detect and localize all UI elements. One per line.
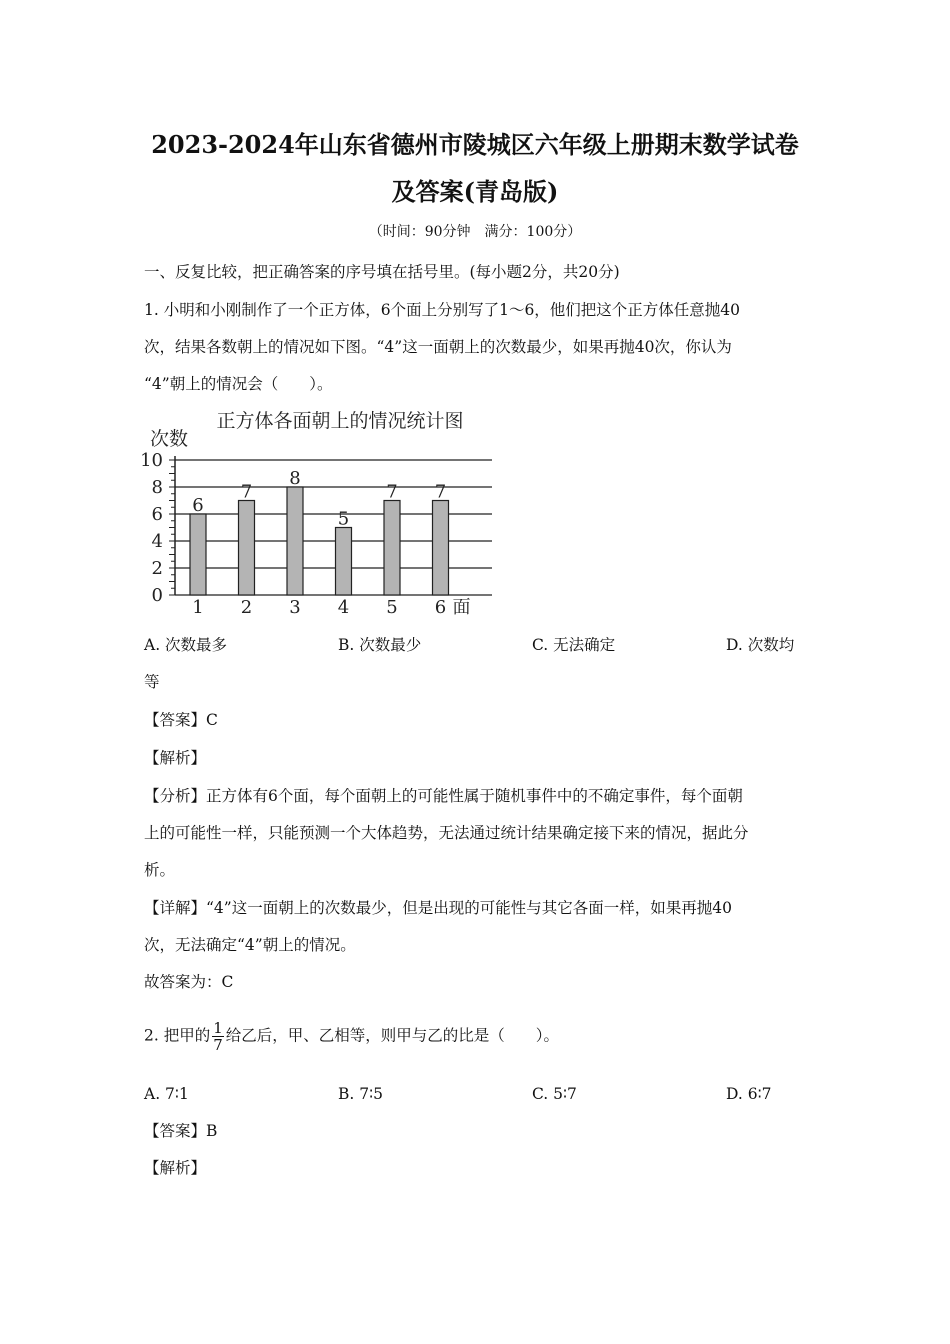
q1-text-line-1: 1. 小明和小刚制作了一个正方体，6个面上分别写了1～6，他们把这个正方体任意抛40 (144, 301, 741, 319)
q2-option-b[interactable]: B. 7∶5 (338, 1085, 384, 1103)
q2-option-d[interactable]: D. 6∶7 (726, 1085, 772, 1103)
y-tick-label: 4 (151, 531, 163, 552)
q1-detail-line-1: 【详解】“4”这一面朝上的次数最少，但是出现的可能性与其它各面一样，如果再抛40 (144, 899, 732, 917)
x-tick-label: 4 (337, 597, 350, 618)
q2-option-c[interactable]: C. 5∶7 (532, 1085, 577, 1103)
x-tick-label: 3 (289, 597, 301, 618)
x-tick-label: 6 (434, 597, 447, 618)
q1-text-line-2: 次，结果各数朝上的情况如下图。“4”这一面朝上的次数最少，如果再抛40次，你认为 (144, 338, 732, 356)
y-tick-label: 10 (140, 450, 163, 471)
bar (239, 501, 255, 596)
x-tick-label: 5 (386, 597, 398, 618)
q1-option-a[interactable]: A. 次数最多 (144, 636, 228, 654)
bar-value-label: 6 (192, 495, 204, 516)
bar (336, 528, 352, 596)
bar-value-label: 7 (434, 481, 447, 503)
bar-chart (140, 405, 500, 620)
bar-value-label: 8 (289, 468, 301, 489)
chart-title: 正方体各面朝上的情况统计图 (216, 410, 464, 432)
title-line-2: 及答案(青岛版) (391, 177, 559, 206)
x-tick-label: 1 (192, 597, 204, 618)
q1-answer: 【答案】C (144, 711, 218, 729)
bar-value-label: 7 (386, 481, 398, 503)
q1-analysis-line-3: 析。 (144, 861, 176, 879)
y-tick-label: 0 (151, 585, 163, 606)
bar (433, 501, 449, 596)
fraction (212, 1020, 224, 1053)
fraction-numerator: 1 (213, 1019, 223, 1037)
q1-analysis-line-1: 【分析】正方体有6个面，每个面朝上的可能性属于随机事件中的不确定事件，每个面朝 (144, 787, 743, 805)
chart-y-axis-label: 次数 (150, 428, 189, 450)
q2-option-a[interactable]: A. 7∶1 (144, 1085, 189, 1103)
q1-final-answer: 故答案为：C (144, 973, 234, 991)
chart-x-axis-label: 面 (452, 597, 471, 618)
q1-option-d[interactable]: D. 次数均 (726, 636, 795, 654)
q2-text-suffix: 给乙后，甲、乙相等，则甲与乙的比是（ ）。 (225, 1026, 560, 1045)
title-line-1: 2023-2024年山东省德州市陵城区六年级上册期末数学试卷 (151, 130, 799, 159)
bar-value-label: 7 (240, 481, 253, 503)
exam-meta: （时间：90分钟 满分：100分） (368, 224, 582, 240)
q1-option-d-continued: 等 (144, 673, 160, 691)
q2-answer: 【答案】B (144, 1122, 218, 1140)
q1-jiexi-label: 【解析】 (144, 749, 207, 767)
section-heading: 一、反复比较，把正确答案的序号填在括号里。(每小题2分，共20分) (144, 263, 620, 281)
q1-text-line-3: “4”朝上的情况会（ ）。 (144, 375, 333, 393)
q1-option-b[interactable]: B. 次数最少 (338, 636, 422, 654)
q2-text (144, 1020, 559, 1053)
bar-value-label: 5 (337, 508, 350, 530)
q2-text-prefix: 2. 把甲的 (144, 1026, 211, 1045)
bar (287, 487, 303, 595)
x-tick-label: 2 (240, 597, 253, 618)
bar (384, 501, 400, 596)
bar (190, 514, 206, 595)
y-tick-label: 6 (151, 504, 163, 525)
q1-option-c[interactable]: C. 无法确定 (532, 636, 616, 654)
q2-jiexi-label: 【解析】 (144, 1159, 207, 1177)
y-tick-label: 2 (151, 558, 163, 579)
q1-detail-line-2: 次，无法确定“4”朝上的情况。 (144, 936, 356, 954)
y-tick-label: 8 (151, 477, 163, 498)
q1-analysis-line-2: 上的可能性一样，只能预测一个大体趋势，无法通过统计结果确定接下来的情况，据此分 (144, 824, 749, 842)
fraction-denominator: 7 (213, 1036, 223, 1054)
